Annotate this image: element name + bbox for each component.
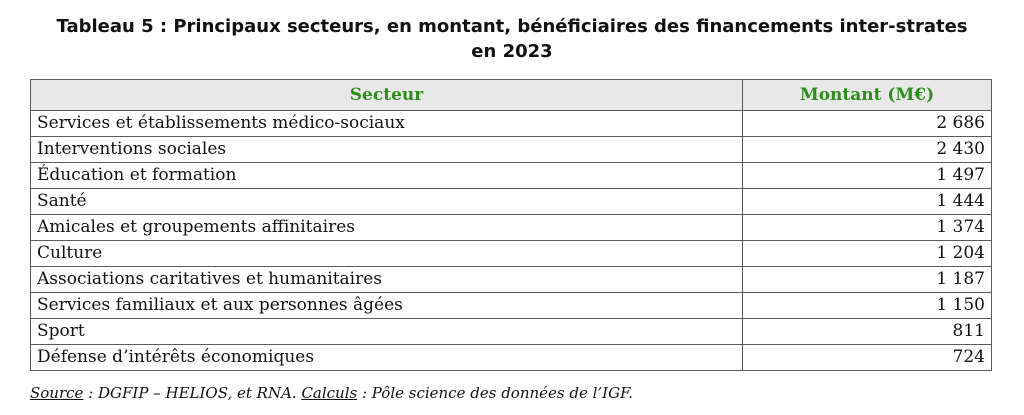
cell-montant: 1 444 (743, 189, 992, 215)
column-header-secteur: Secteur (31, 80, 743, 111)
table-row (31, 215, 992, 241)
table-header-row (31, 80, 992, 111)
table-row (31, 111, 992, 137)
table-row (31, 267, 992, 293)
sector-table (30, 79, 992, 371)
source-label: Source (30, 384, 84, 402)
cell-montant: 1 150 (743, 293, 992, 319)
cell-secteur: Services familiaux et aux personnes âgées (31, 293, 743, 319)
table-title-line-2: en 2023 (471, 41, 553, 62)
table-row (31, 137, 992, 163)
cell-montant: 1 374 (743, 215, 992, 241)
cell-secteur: Sport (31, 319, 743, 345)
cell-montant: 1 497 (743, 163, 992, 189)
cell-secteur: Éducation et formation (31, 163, 743, 189)
table-title-line-1: Tableau 5 : Principaux secteurs, en montant, bénéficiaires des financements inter-strates (56, 16, 968, 37)
cell-secteur: Culture (31, 241, 743, 267)
cell-secteur: Interventions sociales (31, 137, 743, 163)
column-header-montant: Montant (M€) (743, 80, 992, 111)
calculs-text: : Pôle science des données de l’IGF. (357, 384, 633, 402)
cell-secteur: Santé (31, 189, 743, 215)
source-text: : DGFIP – HELIOS, et RNA. (83, 384, 302, 402)
cell-montant: 1 187 (743, 267, 992, 293)
calculs-label: Calculs (301, 384, 358, 402)
cell-montant: 1 204 (743, 241, 992, 267)
table-row (31, 345, 992, 371)
cell-secteur: Associations caritatives et humanitaires (31, 267, 743, 293)
table-row (31, 241, 992, 267)
cell-montant: 811 (743, 319, 992, 345)
source-note (30, 382, 633, 404)
cell-montant: 2 430 (743, 137, 992, 163)
cell-secteur: Amicales et groupements affinitaires (31, 215, 743, 241)
cell-montant: 724 (743, 345, 992, 371)
table-title (0, 14, 1024, 64)
cell-secteur: Défense d’intérêts économiques (31, 345, 743, 371)
table-row (31, 189, 992, 215)
table-row (31, 163, 992, 189)
table-row (31, 319, 992, 345)
cell-montant: 2 686 (743, 111, 992, 137)
cell-secteur: Services et établissements médico-sociaux (31, 111, 743, 137)
table-row (31, 293, 992, 319)
